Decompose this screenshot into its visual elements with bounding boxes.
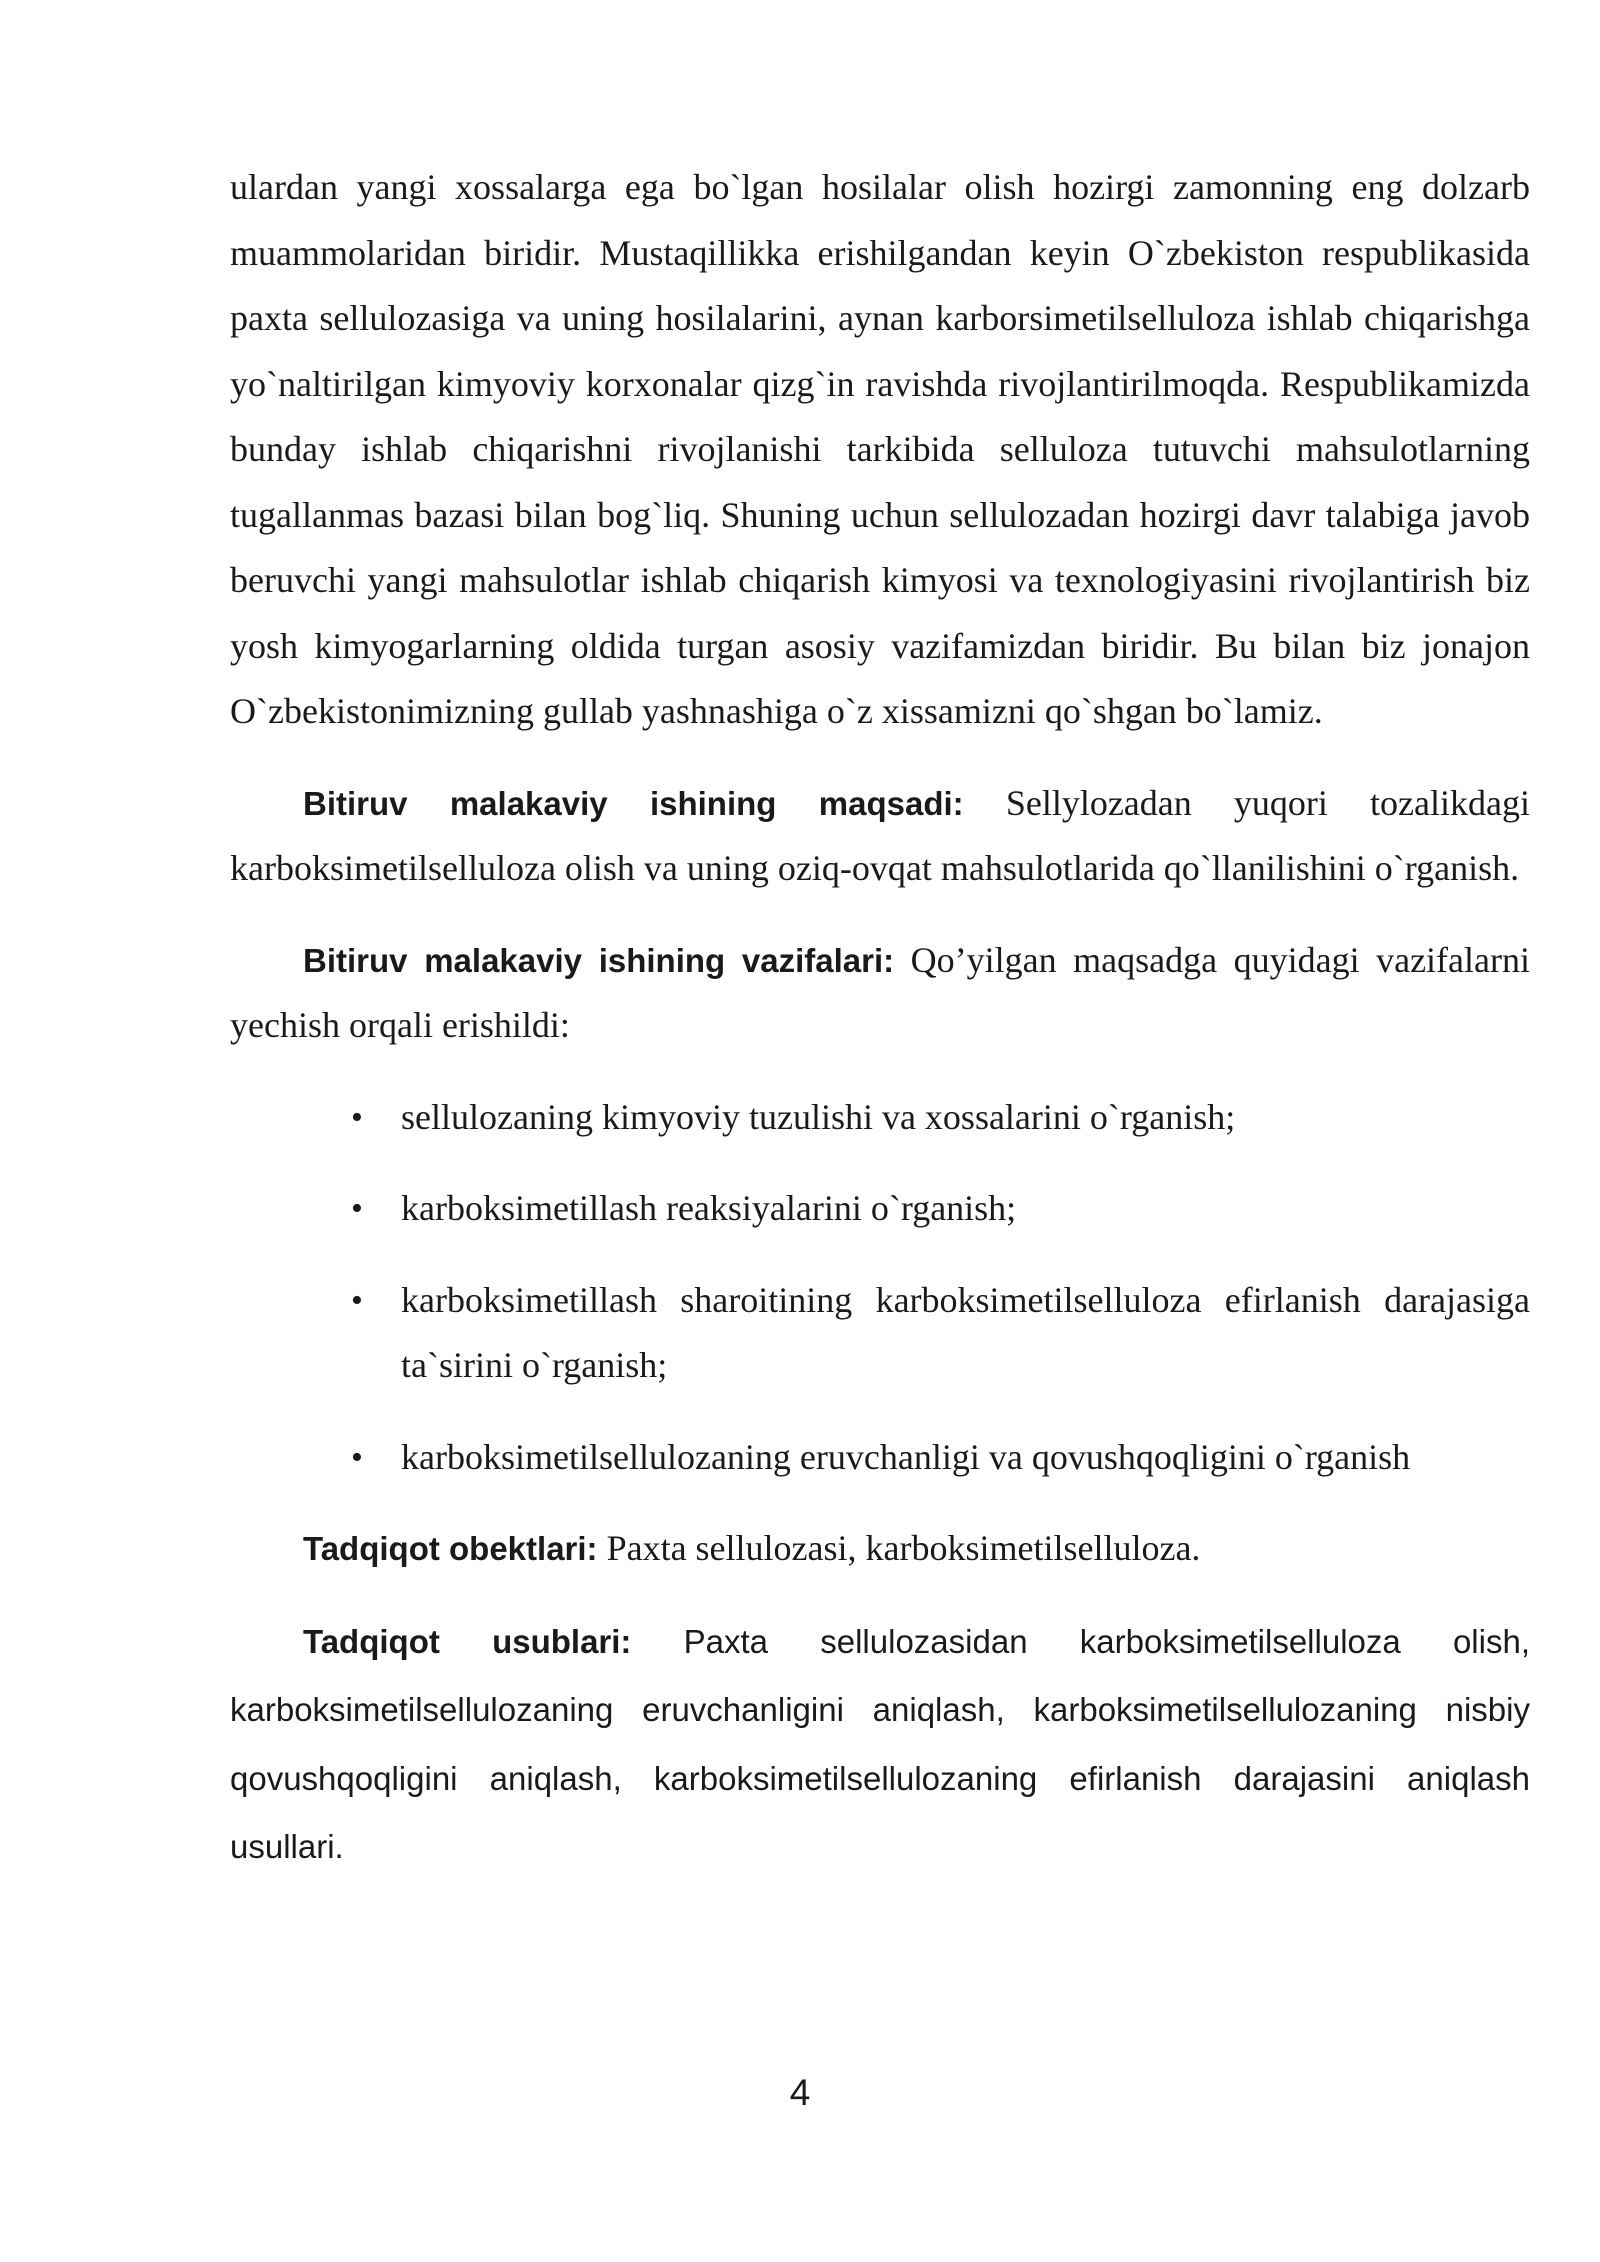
tasks-list	[230, 1085, 1530, 1491]
methods-paragraph	[230, 1608, 1530, 1882]
list-item-text: karboksimetillash sharoitining karboksimetilselluloza efirlanish darajasiga ta`sirini o`rganish;	[401, 1279, 1530, 1385]
goal-text: Sellylozadan yuqori tozalikdagi karboksimetilselluloza olish va uning oziq-ovqat mahsulotlarida qo`llanilishini o`rganish.	[230, 782, 1530, 888]
page-number: 4	[789, 2072, 811, 2113]
bullet-icon: •	[351, 1190, 363, 1227]
goal-paragraph	[230, 771, 1530, 902]
bullet-icon: •	[351, 1281, 363, 1319]
tasks-text: Qo’yilgan maqsadga quyidagi vazifalarni yechish orqali erishildi:	[230, 939, 1530, 1045]
list-item	[230, 1425, 1530, 1491]
bullet-icon: •	[351, 1098, 363, 1136]
methods-label: Tadqiqot usublari:	[303, 1622, 632, 1660]
document-page	[230, 155, 1530, 1882]
methods-text: Paxta sellulozasidan karboksimetilselluloza olish, karboksimetilsellulozaning eruvchanligini aniqlash, karboksimetilsellulozaning nisbiy qovushqoqligini aniqlash, karboksimetilsellulozaning efirlanish darajasini aniqlash usullari.	[230, 1622, 1530, 1865]
list-item	[230, 1085, 1530, 1151]
intro-paragraph: ulardan yangi xossalarga ega bo`lgan hosilalar olish hozirgi zamonning eng dolzarb muammolaridan biridir. Mustaqillikka erishilgandan keyin O`zbekiston respublikasida paxta sellulozasiga va uning hosilalarini, aynan karborsimetilselluloza ishlab chiqarishga yo`naltirilgan kimyoviy korxonalar qizg`in ravishda rivojlantirilmoqda. Respublikamizda bunday ishlab chiqarishni rivojlanishi tarkibida selluloza tutuvchi mahsulotlarning tugallanmas bazasi bilan bog`liq. Shuning uchun sellulozadan hozirgi davr talabiga javob beruvchi yangi mahsulotlar ishlab chiqarish kimyosi va texnologiyasini rivojlantirish biz yosh kimyogarlarning oldida turgan asosiy vazifamizdan biridir. Bu bilan biz jonajon O`zbekistonimizning gullab yashnashiga o`z xissamizni qo`shgan bo`lamiz.	[230, 167, 1530, 731]
objects-paragraph	[230, 1516, 1530, 1582]
list-item	[230, 1176, 1530, 1242]
objects-label: Tadqiqot obektlari:	[303, 1530, 598, 1567]
tasks-label: Bitiruv malakaviy ishining vazifalari:	[303, 941, 895, 979]
goal-label: Bitiruv malakaviy ishining maqsadi:	[303, 784, 964, 822]
list-item-text: sellulozaning kimyoviy tuzulishi va xossalarini o`rganish;	[401, 1096, 1236, 1137]
tasks-paragraph	[230, 928, 1530, 1059]
list-item-text: karboksimetillash reaksiyalarini o`rganish;	[401, 1188, 1017, 1228]
list-item	[230, 1268, 1530, 1399]
bullet-icon: •	[351, 1438, 363, 1476]
objects-text: Paxta sellulozasi, karboksimetilselluloza.	[597, 1528, 1201, 1568]
list-item-text: karboksimetilsellulozaning eruvchanligi va qovushqoqligini o`rganish	[401, 1436, 1411, 1477]
